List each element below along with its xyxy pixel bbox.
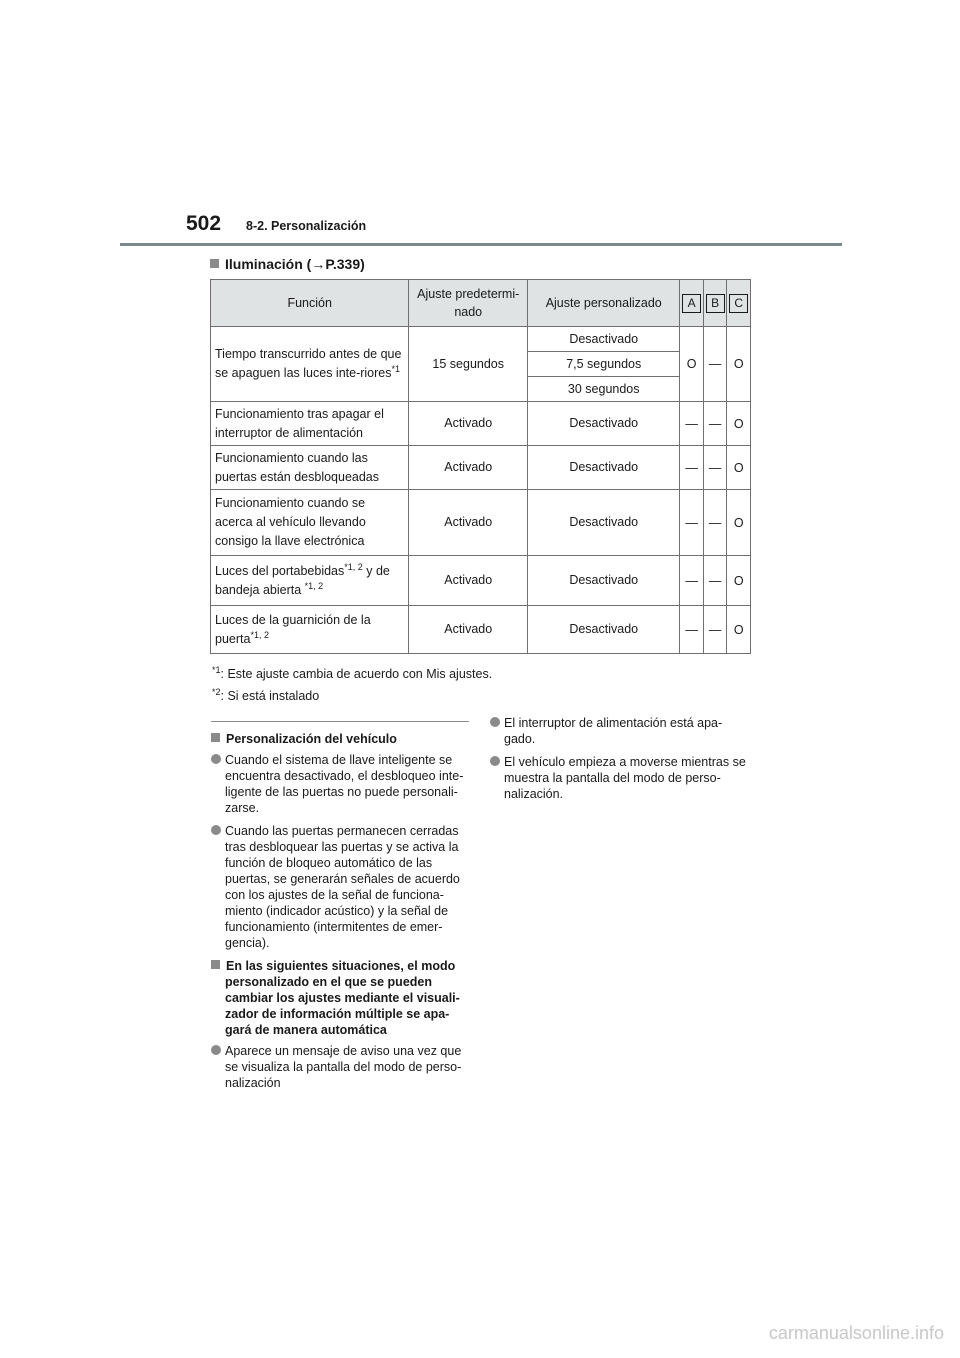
note-bullet: El interruptor de alimentación está apa-gado. xyxy=(490,715,748,747)
table-header-row xyxy=(211,280,751,327)
row-c: O xyxy=(727,327,751,402)
section-title xyxy=(210,256,365,272)
row-b: — xyxy=(703,556,727,606)
table-row xyxy=(211,606,751,654)
circle-bullet-icon xyxy=(211,825,221,835)
row-b: — xyxy=(703,606,727,654)
note-heading: En las siguientes situaciones, el modo personalizado en el que se pueden cambiar los ajustes mediante el visuali-zador de información múltiple se apa-gará de manera automática xyxy=(211,958,469,1038)
row-a: — xyxy=(680,606,704,654)
row-c: O xyxy=(727,446,751,490)
row-function: Luces de la guarnición de la puerta$^{*1, 2}$ xyxy=(211,606,409,654)
row-custom: Desactivado xyxy=(528,446,680,490)
page-number: 502 xyxy=(186,212,222,235)
table-row xyxy=(211,402,751,446)
row-a: — xyxy=(680,446,704,490)
row-b: — xyxy=(703,327,727,402)
circle-bullet-icon xyxy=(211,1045,221,1055)
table-row xyxy=(211,446,751,490)
footnote-2: $^{*2}$: Si está instalado xyxy=(212,687,320,703)
note-bullet: Aparece un mensaje de aviso una vez que se visualiza la pantalla del modo de perso-nalización xyxy=(211,1043,469,1091)
row-custom: 7,5 segundos xyxy=(528,352,680,377)
notes-left-column xyxy=(211,731,469,1098)
row-a: — xyxy=(680,556,704,606)
circle-bullet-icon xyxy=(211,754,221,764)
row-default: 15 segundos xyxy=(409,327,528,402)
note-heading: Personalización del vehículo xyxy=(211,731,469,747)
row-a: — xyxy=(680,402,704,446)
notes-divider xyxy=(211,721,469,722)
note-bullet: Cuando el sistema de llave inteligente se encuentra desactivado, el desbloqueo inte-ligente de las puertas no puede personali-zarse. xyxy=(211,752,469,816)
row-custom: Desactivado xyxy=(528,556,680,606)
circle-bullet-icon xyxy=(490,717,500,727)
row-function: Funcionamiento cuando las puertas están desbloqueadas xyxy=(211,446,409,490)
section-title-text: Iluminación (→P.339) xyxy=(225,256,365,272)
row-default: Activado xyxy=(409,556,528,606)
row-c: O xyxy=(727,606,751,654)
note-bullet: El vehículo empieza a moverse mientras se muestra la pantalla del modo de perso-nalización. xyxy=(490,754,748,802)
section-label: 8-2. Personalización xyxy=(246,219,367,233)
header-rule xyxy=(120,243,842,246)
row-custom: Desactivado xyxy=(528,606,680,654)
watermark-text: carmanualsonline.info xyxy=(768,1323,944,1343)
row-custom: Desactivado xyxy=(528,402,680,446)
row-c: O xyxy=(727,556,751,606)
row-b: — xyxy=(703,490,727,556)
row-custom: Desactivado xyxy=(528,327,680,352)
row-function: Luces del portabebidas$^{*1, 2}$ y de bandeja abierta $^{*1, 2}$ xyxy=(211,556,409,606)
table-row xyxy=(211,490,751,556)
table-row xyxy=(211,556,751,606)
row-default: Activado xyxy=(409,490,528,556)
row-custom: 30 segundos xyxy=(528,377,680,402)
header-a: A xyxy=(680,280,704,327)
row-b: — xyxy=(703,402,727,446)
header-function: Función xyxy=(211,280,409,327)
row-b: — xyxy=(703,446,727,490)
row-c: O xyxy=(727,490,751,556)
row-custom: Desactivado xyxy=(528,490,680,556)
table-row xyxy=(211,327,751,352)
footnote-1: $^{*1}$: Este ajuste cambia de acuerdo con Mis ajustes. xyxy=(212,665,493,681)
notes-right-column xyxy=(490,715,748,809)
row-function: Tiempo transcurrido antes de que se apaguen las luces inte-riores$^{*1}$ xyxy=(211,327,409,402)
row-function: Funcionamiento tras apagar el interruptor de alimentación xyxy=(211,402,409,446)
row-a: — xyxy=(680,490,704,556)
square-bullet-icon xyxy=(210,259,219,268)
row-default: Activado xyxy=(409,446,528,490)
header-c: C xyxy=(727,280,751,327)
header-custom: Ajuste personalizado xyxy=(528,280,680,327)
circle-bullet-icon xyxy=(490,756,500,766)
row-default: Activado xyxy=(409,606,528,654)
row-function: Funcionamiento cuando se acerca al vehículo llevando consigo la llave electrónica xyxy=(211,490,409,556)
square-bullet-icon xyxy=(211,733,220,742)
row-c: O xyxy=(727,402,751,446)
note-bullet: Cuando las puertas permanecen cerradas tras desbloquear las puertas y se activa la función de bloqueo automático de las puertas, se generarán señales de acuerdo con los ajustes de la señal de funciona-miento (indicador acústico) y la señal de funcionamiento (intermitentes de emer-gencia). xyxy=(211,823,469,951)
settings-table xyxy=(210,279,751,654)
header-b: B xyxy=(703,280,727,327)
row-default: Activado xyxy=(409,402,528,446)
header-default: Ajuste predetermi-nado xyxy=(409,280,528,327)
row-a: O xyxy=(680,327,704,402)
square-bullet-icon xyxy=(211,960,220,969)
